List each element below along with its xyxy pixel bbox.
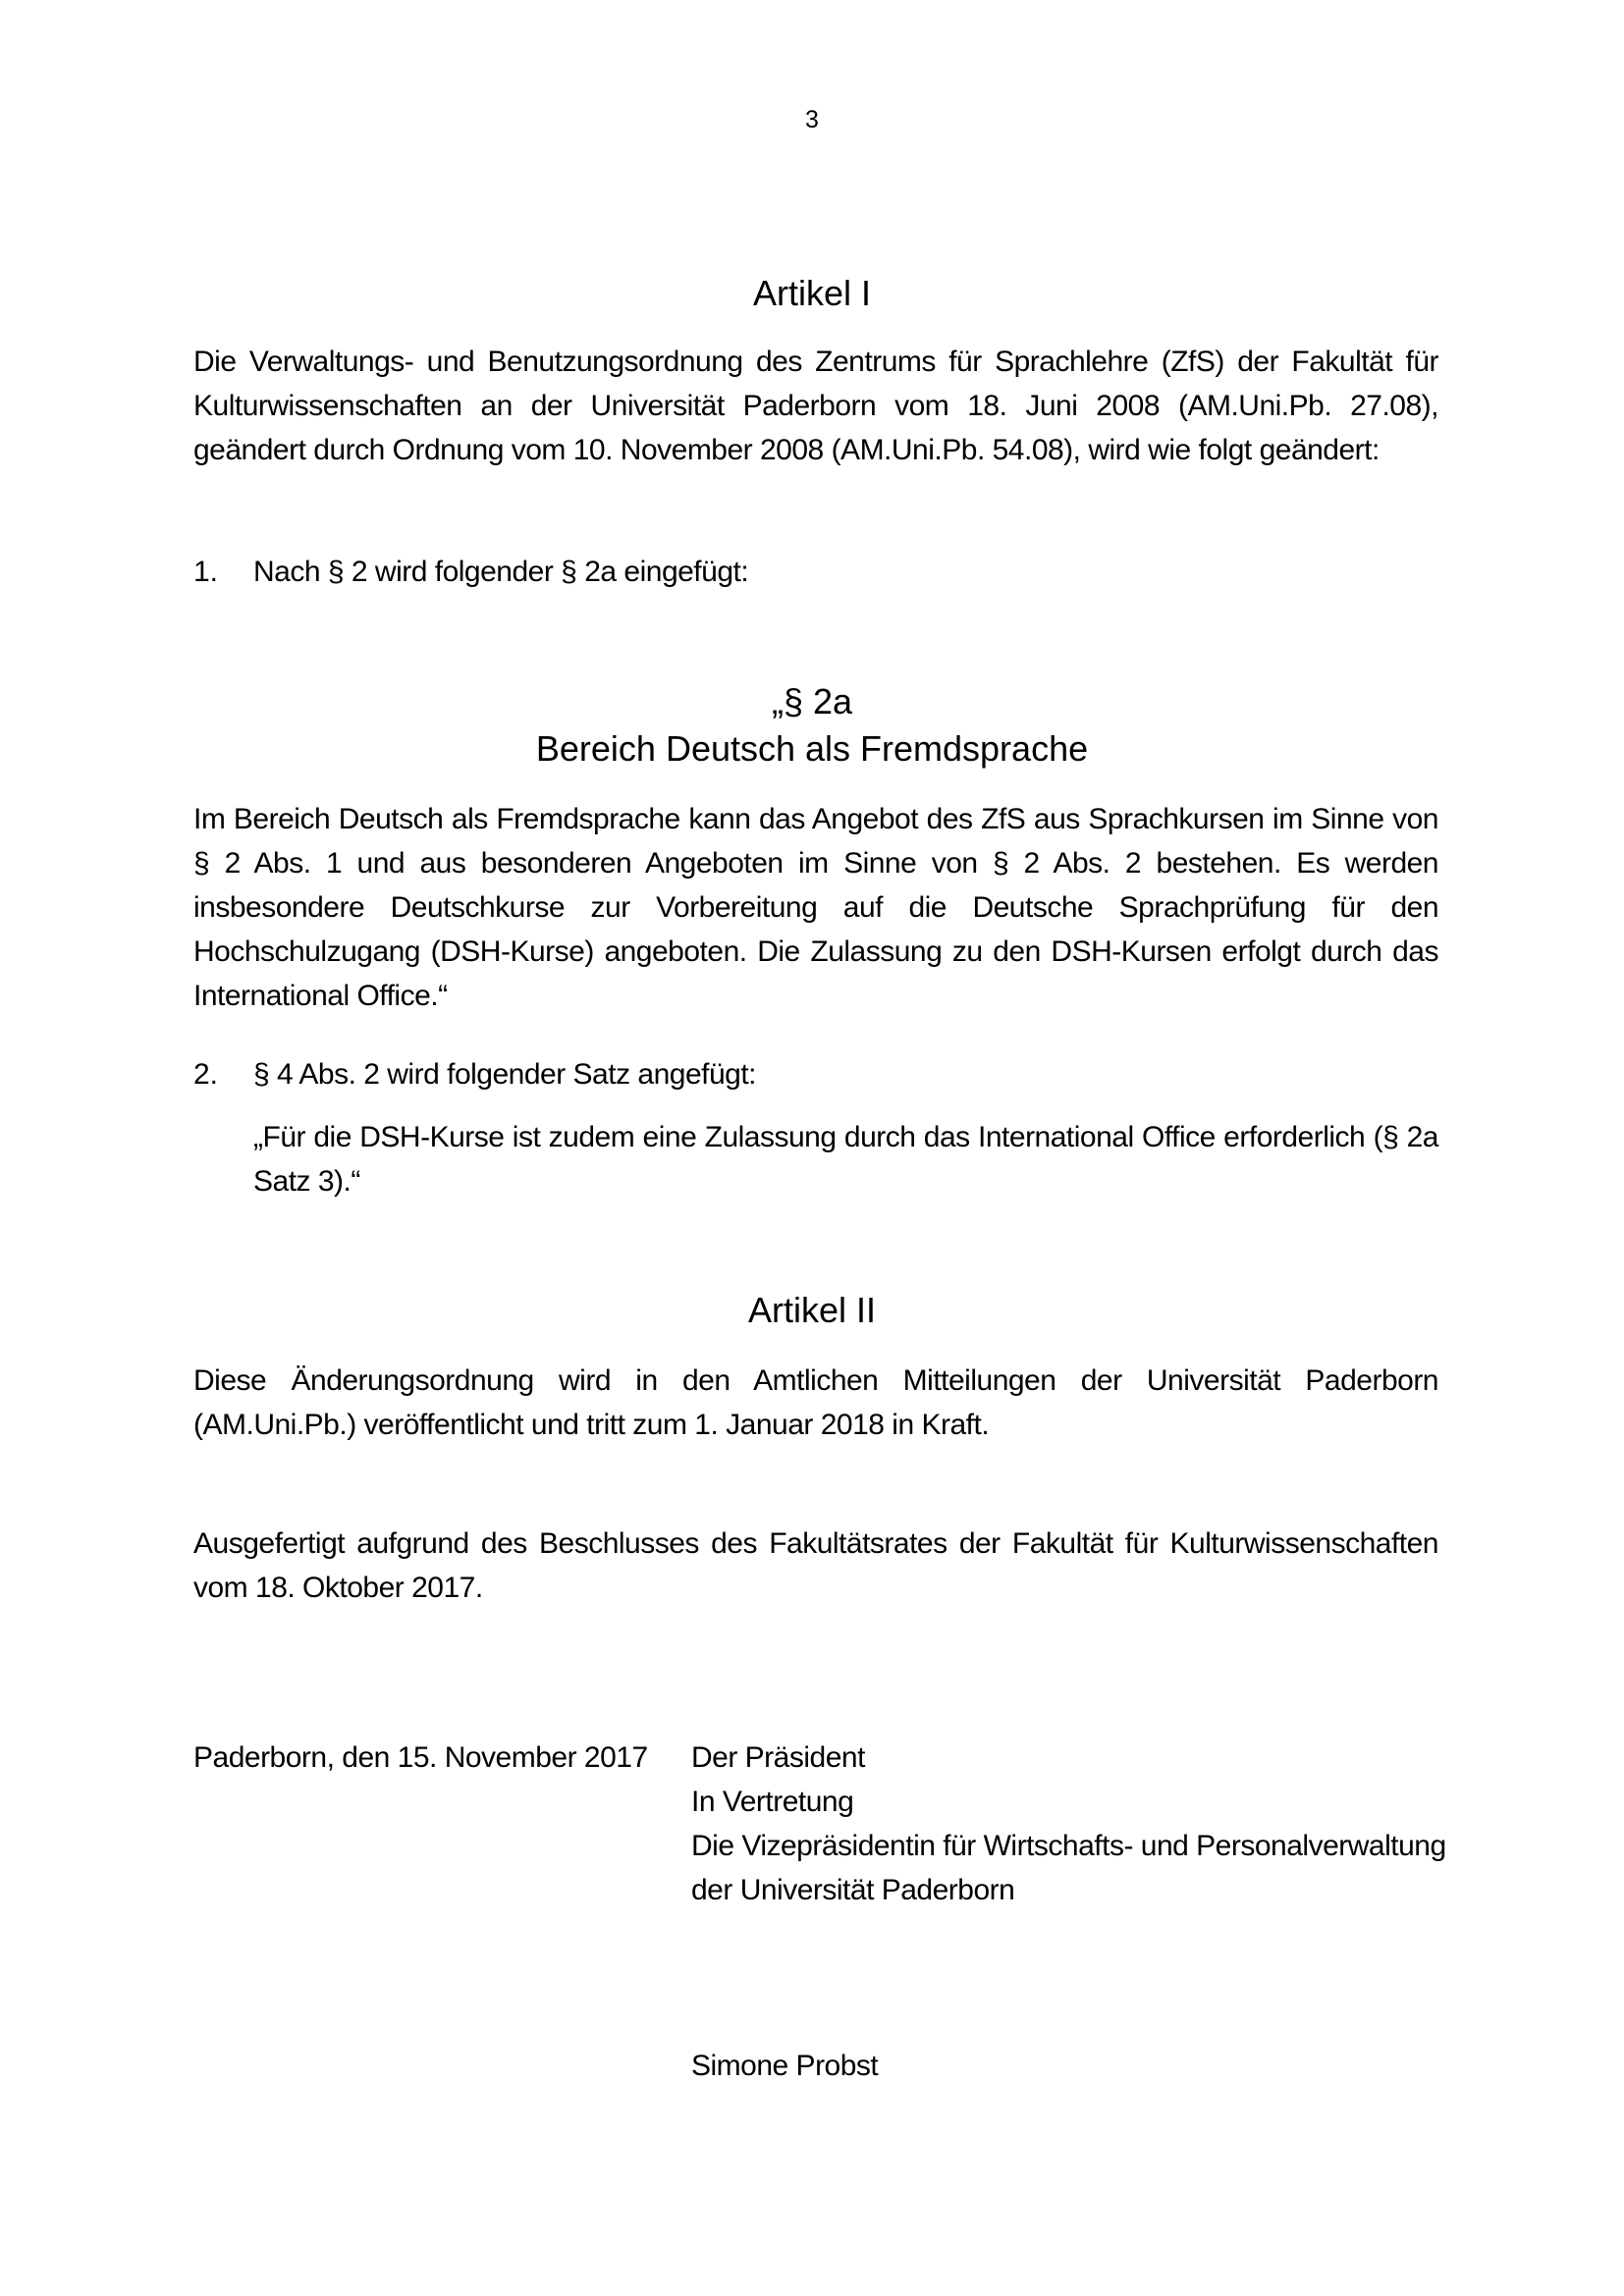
artikel-2-heading: Artikel II xyxy=(747,1290,877,1330)
signature-name: Simone Probst xyxy=(691,2050,879,2082)
artikel-1-intro: Die Verwaltungs- und Benutzungsordnung des Zentrums für Sprachlehre (ZfS) der Fakultät für Kulturwissenschaften an der Universität Paderborn vom 18. Juni 2008 (AM.Uni.Pb. 27.08), geändert durch Ordnung vom 10. November 2008 (AM.Uni.Pb. 54.08), wird wie folgt geändert: xyxy=(193,346,1438,466)
signature-role-line: Der Präsident xyxy=(691,1741,865,1774)
section-2a-body: Im Bereich Deutsch als Fremdsprache kann das Angebot des ZfS aus Sprachkursen im Sinne von § 2 Abs. 1 und aus besonderen Angeboten im Sinne von § 2 Abs. 2 bestehen. Es werden insbesondere Deutschkurse zur Vorbereitung auf die Deutsche Sprachprüfung für den Hochschulzugang (DSH-Kurse) angeboten. Die Zulassung zu den DSH-Kursen erfolgt durch das International Office.“ xyxy=(193,803,1438,1012)
ausgefertigt-text: Ausgefertigt aufgrund des Beschlusses des Fakultätsrates der Fakultät für Kulturwissenschaften vom 18. Oktober 2017. xyxy=(193,1527,1438,1604)
section-2a-title: Bereich Deutsch als Fremdsprache xyxy=(535,728,1089,769)
artikel-2-text: Diese Änderungsordnung wird in den Amtlichen Mitteilungen der Universität Paderborn (AM.Uni.Pb.) veröffentlicht und tritt zum 1. Januar 2018 in Kraft. xyxy=(193,1364,1438,1441)
item-1-text: Nach § 2 wird folgender § 2a eingefügt: xyxy=(253,556,749,588)
page-number: 3 xyxy=(805,106,819,133)
item-1-number: 1. xyxy=(193,556,219,588)
signature-role-line: Die Vizepräsidentin für Wirtschafts- und Personalverwaltung xyxy=(691,1830,1446,1862)
section-2a-symbol: „§ 2a xyxy=(771,681,853,721)
signature-role-line: In Vertretung xyxy=(691,1786,854,1818)
signature-role-line: der Universität Paderborn xyxy=(691,1874,1015,1906)
signature-place-date: Paderborn, den 15. November 2017 xyxy=(193,1741,648,1774)
artikel-1-heading: Artikel I xyxy=(752,273,872,313)
item-2-text: § 4 Abs. 2 wird folgender Satz angefügt: xyxy=(253,1058,757,1091)
item-2-number: 2. xyxy=(193,1058,219,1091)
item-2-quote: „Für die DSH-Kurse ist zudem eine Zulassung durch das International Office erforderlich (§ 2a Satz 3).“ xyxy=(253,1121,1438,1198)
